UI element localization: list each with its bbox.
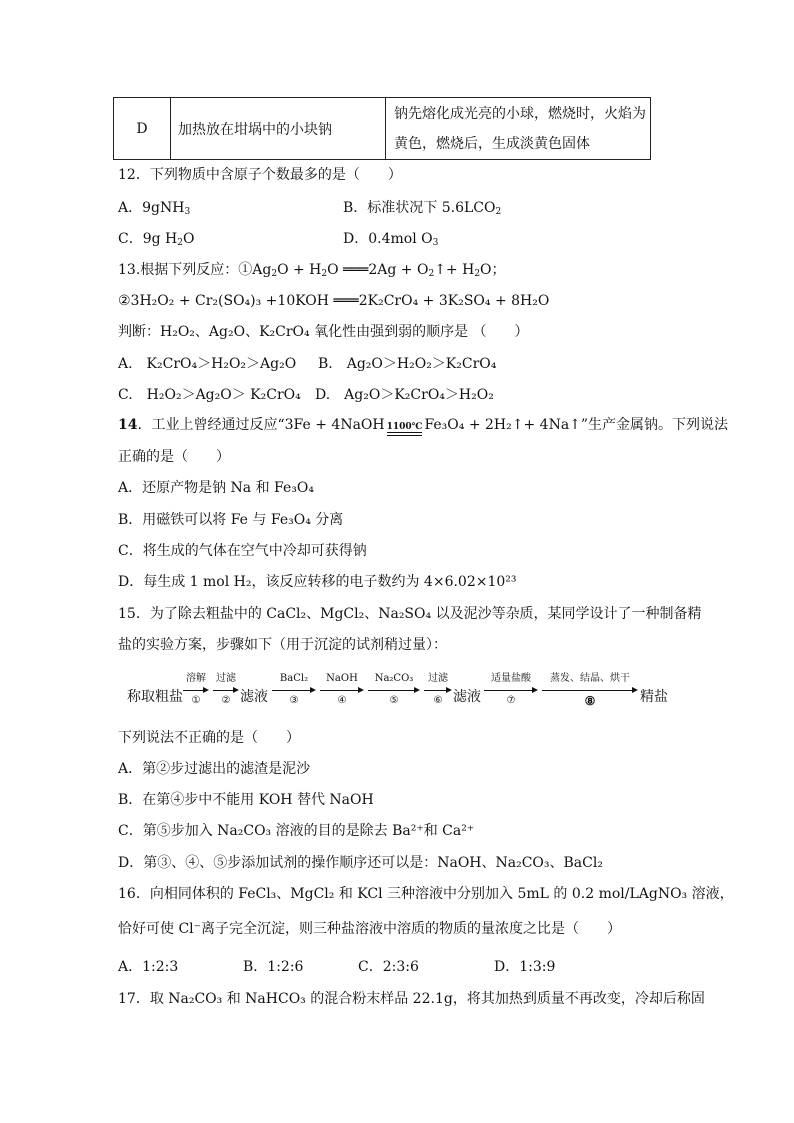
flow-step-6: 过滤 ⑥ [424, 672, 452, 712]
flow-end: 精盐 [640, 689, 668, 705]
q13-option-a: A. K₂CrO₄＞H₂O₂＞Ag₂O [118, 356, 297, 372]
q13-option-b: B. Ag₂O＞H₂O₂＞K₂CrO₄ [318, 356, 497, 372]
phenomenon-line-1: 钠先熔化成光亮的小球，燃烧时，火焰为 [394, 105, 646, 122]
q16-option-c: C．2:3:6 [358, 959, 419, 975]
q16-stem: 16．向相同体积的 FeCl₃、MgCl₂ 和 KCl 三种溶液中分别加入 5mL 的 0.2 mol/LAgNO₃ 溶液， [118, 886, 734, 902]
q12-option-b: B．标准状况下 $5.6LCO_2$ [343, 200, 502, 217]
q15-option-b: B．在第④步中不能用 KOH 替代 NaOH [118, 792, 374, 808]
q12-stem: 12．下列物质中含原子个数最多的是（ ） [118, 167, 402, 183]
q13-option-c: C. H₂O₂＞Ag₂O＞ K₂CrO₄ [118, 387, 301, 403]
q14-option-b: B．用磁铁可以将 Fe 与 Fe₃O₄ 分离 [118, 512, 344, 528]
reaction-condition: 1100℃ [387, 422, 423, 436]
q15-option-a: A．第②步过滤出的滤渣是泥沙 [118, 761, 311, 777]
q13-stem: 13.根据下列反应：$①Ag_2O + H_2O$ ═══2Ag + $O_2↑+ H_2O$； [118, 262, 506, 279]
flow-step-1: 溶解 ① [183, 672, 209, 712]
flow-step-4: NaOH ④ [320, 672, 364, 712]
q16-option-b: B．1:2:6 [243, 959, 304, 975]
phenomenon-line-2: 黄色，燃烧后，生成淡黄色固体 [394, 135, 590, 152]
q12-option-a: A．9gNH$_3$ [118, 200, 191, 217]
q13-judge: 判断：H₂O₂、Ag₂O、K₂CrO₄ 氧化性由强到弱的顺序是 （ ） [118, 324, 529, 340]
process-flow-diagram [118, 672, 678, 712]
flow-start: 称取粗盐 [127, 689, 183, 705]
row-phenomenon [386, 98, 650, 159]
flow-step-2: 过滤 ② [213, 672, 239, 712]
q14-option-c: C．将生成的气体在空气中冷却可获得钠 [118, 543, 367, 559]
q15-option-d: D．第③、④、⑤步添加试剂的操作顺序还可以是：NaOH、Na₂CO₃、BaCl₂ [118, 855, 603, 871]
q14-option-d: D．每生成 1 mol H₂，该反应转移的电子数约为 4×6.02×10²³ [118, 574, 517, 590]
q12-option-d: D．0.4mol $O_3$ [343, 231, 439, 248]
experiment-table-row [113, 97, 651, 160]
q15-stem: 15．为了除去粗盐中的 CaCl₂、MgCl₂、Na₂SO₄ 以及泥沙等杂质，某同学设计了一种制备精 [118, 606, 702, 622]
q13-option-d: D. Ag₂O＞K₂CrO₄＞H₂O₂ [315, 387, 494, 403]
q15-stem-line-2: 盐的实验方案，步骤如下（用于沉淀的试剂稍过量）： [118, 637, 447, 653]
q15-option-c: C．第⑤步加入 Na₂CO₃ 溶液的目的是除去 Ba²⁺和 Ca²⁺ [118, 823, 475, 839]
flow-step-5: Na₂CO₃ ⑤ [368, 672, 420, 712]
flow-step-7: 适量盐酸 ⑦ [484, 672, 538, 712]
q16-option-d: D．1:3:9 [494, 959, 556, 975]
q13-equation-2: ②3H₂O₂ + Cr₂(SO₄)₃ +10KOH ═══2K₂CrO₄ + 3K₂SO₄ + 8H₂O [118, 293, 550, 309]
q16-option-a: A．1:2:3 [118, 959, 179, 975]
q16-stem-line-2: 恰好可使 Cl⁻离子完全沉淀，则三种盐溶液中溶质的物质的量浓度之比是（ ） [118, 921, 622, 937]
q14-option-a: A．还原产物是钠 Na 和 Fe₃O₄ [118, 480, 314, 496]
flow-filtrate-1: 滤液 [240, 689, 268, 705]
q17-stem: 17．取 Na₂CO₃ 和 NaHCO₃ 的混合粉末样品 22.1g，将其加热到质量不再改变，冷却后称固 [118, 991, 705, 1007]
q14-stem-line-2: 正确的是（ ） [118, 449, 230, 465]
flow-step-8: 蒸发、结晶、烘干 ⑧ [542, 672, 638, 712]
q15-ask: 下列说法不正确的是（ ） [118, 730, 300, 746]
flow-step-3: BaCl₂ ③ [272, 672, 316, 712]
q14-stem: 14．工业上曾经通过反应“3Fe + 4NaOH 1100℃ Fe₃O₄ + 2H₂↑+ 4Na↑”生产金属钠。下列说法 [118, 416, 728, 436]
flow-filtrate-2: 滤液 [453, 689, 481, 705]
q12-option-c: C．9g $H_2O$ [118, 231, 195, 248]
row-operation: 加热放在坩埚中的小块钠 [171, 98, 386, 159]
row-label: D [114, 98, 171, 159]
